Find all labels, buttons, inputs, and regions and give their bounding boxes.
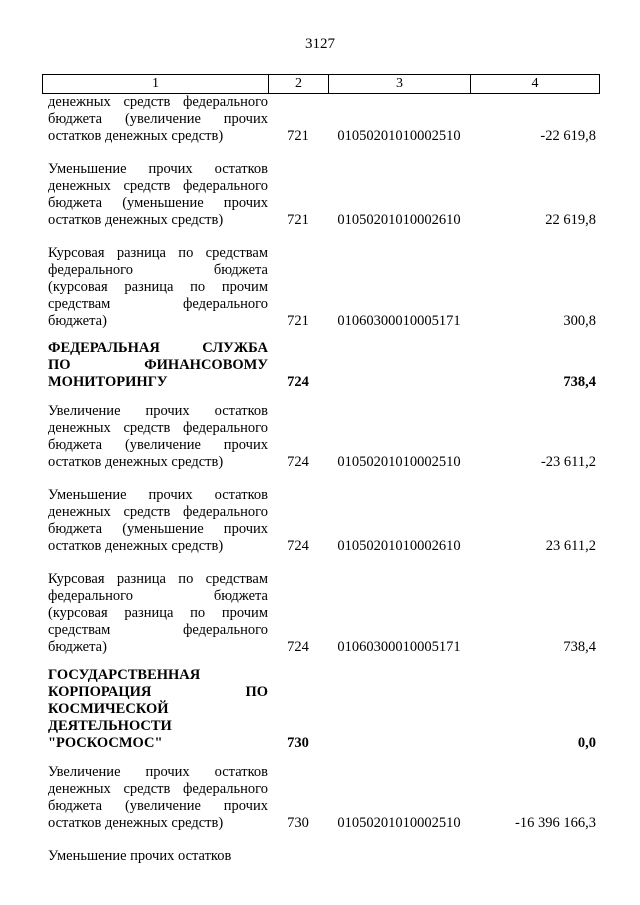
description-line: КОРПОРАЦИЯ ПО xyxy=(48,684,268,700)
row-code: 724 xyxy=(287,538,309,554)
row-description xyxy=(42,571,268,656)
description-line: денежных средств федерального xyxy=(48,94,268,110)
table-row xyxy=(42,667,600,752)
row-kbk: 01050201010002510 xyxy=(337,815,461,831)
description-line: (курсовая разница по прочим xyxy=(48,605,268,621)
description-line: остатков денежных средств) xyxy=(48,454,224,470)
description-line: средствам федерального xyxy=(48,296,268,312)
description-line: Увеличение прочих остатков xyxy=(48,403,268,419)
table-row xyxy=(42,764,600,832)
row-description xyxy=(42,667,268,752)
row-kbk: 01050201010002510 xyxy=(337,454,461,470)
description-line: бюджета (увеличение прочих xyxy=(48,111,268,127)
description-line: ФЕДЕРАЛЬНАЯ СЛУЖБА xyxy=(48,340,268,356)
row-amount: 738,4 xyxy=(563,639,596,655)
column-header-4: 4 xyxy=(531,76,539,91)
row-description xyxy=(42,94,268,145)
description-line: денежных средств федерального xyxy=(48,420,268,436)
column-header-3: 3 xyxy=(329,75,471,93)
row-kbk: 01050201010002510 xyxy=(337,128,461,144)
description-line: КОСМИЧЕСКОЙ xyxy=(48,701,169,717)
description-line: Курсовая разница по средствам xyxy=(48,571,268,587)
row-amount: -16 396 166,3 xyxy=(515,815,596,831)
column-header-1: 1 xyxy=(43,75,269,93)
description-line: федерального бюджета xyxy=(48,588,268,604)
row-amount: 22 619,8 xyxy=(545,212,596,228)
description-line: Уменьшение прочих остатков xyxy=(48,848,232,864)
table-row xyxy=(42,94,600,145)
row-description xyxy=(42,161,268,229)
description-line: остатков денежных средств) xyxy=(48,538,224,554)
table-row xyxy=(42,245,600,330)
row-code: 721 xyxy=(287,128,309,144)
table-row xyxy=(42,848,600,865)
description-line: Уменьшение прочих остатков xyxy=(48,487,268,503)
row-amount: 0,0 xyxy=(577,735,596,751)
description-line: Уменьшение прочих остатков xyxy=(48,161,268,177)
table-row xyxy=(42,340,600,391)
row-kbk: 01050201010002610 xyxy=(337,212,461,228)
row-code: 721 xyxy=(287,313,309,329)
description-line: ПО ФИНАНСОВОМУ xyxy=(48,357,268,373)
description-line: бюджета (уменьшение прочих xyxy=(48,521,268,537)
row-description xyxy=(42,403,268,471)
description-line: МОНИТОРИНГУ xyxy=(48,374,168,390)
table-header xyxy=(42,74,600,94)
table-body xyxy=(42,94,600,865)
description-line: Курсовая разница по средствам xyxy=(48,245,268,261)
description-line: бюджета) xyxy=(48,639,107,655)
description-line: остатков денежных средств) xyxy=(48,212,224,228)
row-kbk: 01060300010005171 xyxy=(337,639,461,655)
description-line: (курсовая разница по прочим xyxy=(48,279,268,295)
row-amount: -23 611,2 xyxy=(540,454,596,470)
row-amount: -22 619,8 xyxy=(540,128,596,144)
description-line: остатков денежных средств) xyxy=(48,128,224,144)
table-row xyxy=(42,403,600,471)
description-line: средствам федерального xyxy=(48,622,268,638)
description-line: Увеличение прочих остатков xyxy=(48,764,268,780)
row-code: 730 xyxy=(287,815,309,831)
description-line: бюджета (увеличение прочих xyxy=(48,437,268,453)
description-line: бюджета) xyxy=(48,313,107,329)
description-line: ГОСУДАРСТВЕННАЯ xyxy=(48,667,201,683)
row-amount: 23 611,2 xyxy=(545,538,596,554)
row-description xyxy=(42,245,268,330)
table-row xyxy=(42,161,600,229)
row-description xyxy=(42,340,268,391)
description-line: остатков денежных средств) xyxy=(48,815,224,831)
description-line: бюджета (увеличение прочих xyxy=(48,798,268,814)
table-row xyxy=(42,571,600,656)
row-description xyxy=(42,848,268,865)
description-line: денежных средств федерального xyxy=(48,504,268,520)
row-description xyxy=(42,764,268,832)
description-line: "РОСКОСМОС" xyxy=(48,735,163,751)
column-header-2: 2 xyxy=(269,75,329,93)
table-row xyxy=(42,487,600,555)
row-kbk: 01060300010005171 xyxy=(337,313,461,329)
description-line: ДЕЯТЕЛЬНОСТИ xyxy=(48,718,172,734)
row-code: 724 xyxy=(287,639,309,655)
description-line: денежных средств федерального xyxy=(48,781,268,797)
description-line: денежных средств федерального xyxy=(48,178,268,194)
row-code: 730 xyxy=(287,735,309,751)
row-amount: 300,8 xyxy=(563,313,596,329)
row-amount: 738,4 xyxy=(563,374,596,390)
description-line: федерального бюджета xyxy=(48,262,268,278)
page-number: 3127 xyxy=(305,36,335,52)
row-kbk: 01050201010002610 xyxy=(337,538,461,554)
row-code: 721 xyxy=(287,212,309,228)
row-code: 724 xyxy=(287,454,309,470)
description-line: бюджета (уменьшение прочих xyxy=(48,195,268,211)
row-code: 724 xyxy=(287,374,309,390)
row-description xyxy=(42,487,268,555)
